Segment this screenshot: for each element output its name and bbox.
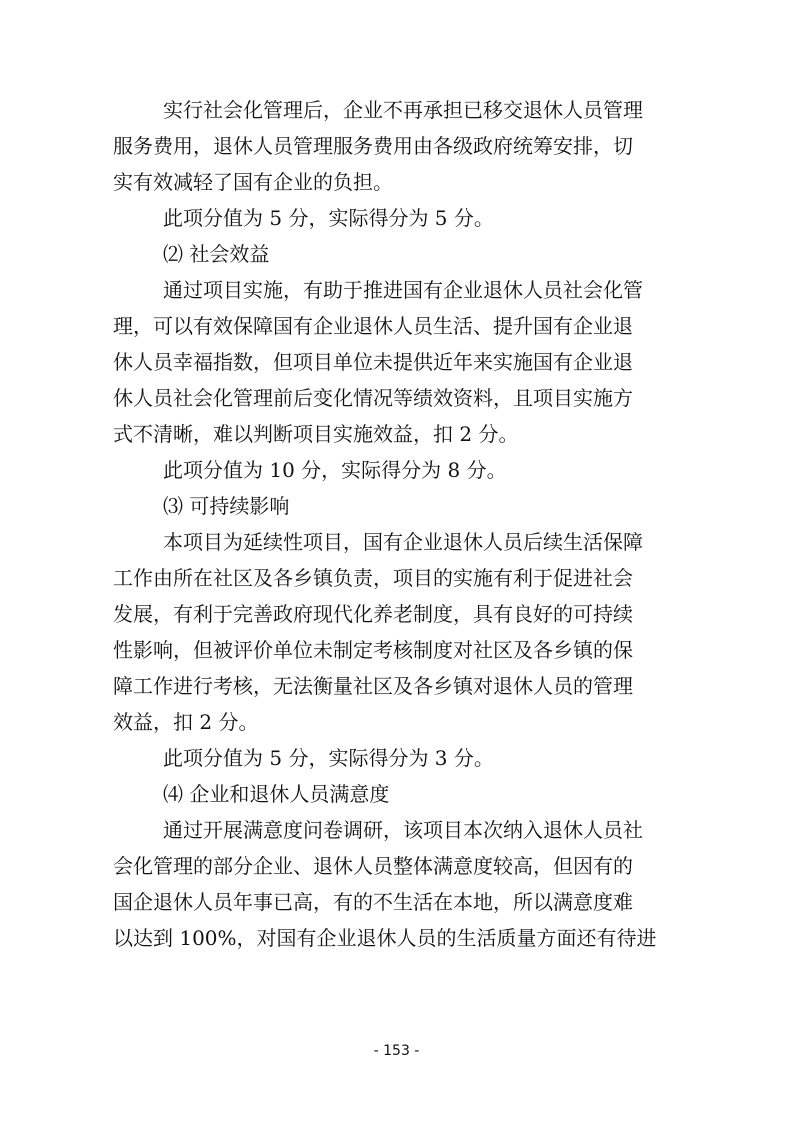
paragraph-line: 式不清晰，难以判断项目实施效益，扣 2 分。 (113, 422, 519, 446)
section-heading-social-benefit: ⑵ 社会效益 (163, 242, 270, 266)
paragraph-line: 国企退休人员年事已高，有的不生活在本地，所以满意度难 (113, 890, 633, 914)
score-line: 此项分值为 10 分，实际得分为 8 分。 (163, 458, 507, 482)
paragraph-line: 通过开展满意度问卷调研，该项目本次纳入退休人员社 (163, 818, 643, 842)
paragraph-line: 会化管理的部分企业、退休人员整体满意度较高，但因有的 (113, 854, 633, 878)
paragraph-line: 理，可以有效保障国有企业退休人员生活、提升国有企业退 (113, 314, 633, 338)
paragraph-line: 效益，扣 2 分。 (113, 710, 259, 734)
paragraph-line: 服务费用，退休人员管理服务费用由各级政府统筹安排，切 (113, 134, 633, 158)
paragraph-line: 休人员社会化管理前后变化情况等绩效资料，且项目实施方 (113, 386, 633, 410)
section-heading-satisfaction: ⑷ 企业和退休人员满意度 (163, 782, 390, 806)
paragraph-line: 性影响，但被评价单位未制定考核制度对社区及各乡镇的保 (113, 638, 633, 662)
paragraph-line: 发展，有利于完善政府现代化养老制度，具有良好的可持续 (113, 602, 633, 626)
score-line: 此项分值为 5 分，实际得分为 5 分。 (163, 206, 494, 230)
paragraph-line: 工作由所在社区及各乡镇负责，项目的实施有利于促进社会 (113, 566, 633, 590)
paragraph-line: 障工作进行考核，无法衡量社区及各乡镇对退休人员的管理 (113, 674, 633, 698)
score-line: 此项分值为 5 分，实际得分为 3 分。 (163, 746, 494, 770)
paragraph-line: 以达到 100%，对国有企业退休人员的生活质量方面还有待进 (113, 926, 657, 950)
paragraph-line: 休人员幸福指数，但项目单位未提供近年来实施国有企业退 (113, 350, 633, 374)
page-number: - 153 - (373, 1043, 420, 1059)
paragraph-line: 通过项目实施，有助于推进国有企业退休人员社会化管 (163, 278, 643, 302)
paragraph-line: 本项目为延续性项目，国有企业退休人员后续生活保障 (163, 530, 643, 554)
document-body (113, 92, 681, 956)
paragraph-line: 实行社会化管理后，企业不再承担已移交退休人员管理 (163, 98, 643, 122)
paragraph-line: 实有效减轻了国有企业的负担。 (113, 170, 393, 194)
section-heading-sustainable-impact: ⑶ 可持续影响 (163, 494, 290, 518)
